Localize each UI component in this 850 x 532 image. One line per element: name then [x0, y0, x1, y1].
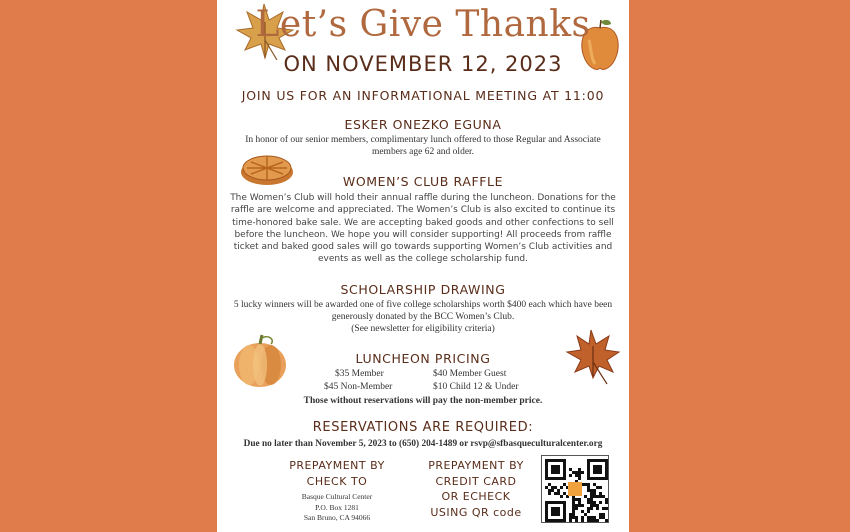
flyer	[217, 0, 629, 532]
address-line: Basque Cultural Center	[301, 492, 373, 501]
esker-line: In honor of our senior members, complimentary lunch offered to those Regular and Associate	[245, 135, 601, 145]
address-line: San Bruno, CA 94066	[303, 513, 371, 522]
price-child: $10 Child 12 & Under	[433, 382, 519, 392]
scholarship-line: 5 lucky winners will be awarded one of five college scholarships worth $400 each which have been	[233, 300, 613, 310]
scholarship-line: (See newsletter for eligibility criteria)	[351, 324, 495, 334]
price-member: $35 Member	[335, 369, 384, 379]
flyer-title: Let’s Give Thanks	[255, 4, 591, 45]
raffle-heading: WOMEN’S CLUB RAFFLE	[342, 174, 504, 189]
price-guest: $40 Member Guest	[433, 369, 507, 379]
prepay-card-line: CREDIT CARD	[435, 474, 517, 488]
qr-code[interactable]	[541, 455, 609, 523]
event-date: ON NOVEMBER 12, 2023	[283, 52, 563, 76]
pricing-heading: LUNCHEON PRICING	[355, 351, 491, 366]
reservations-heading: RESERVATIONS ARE REQUIRED:	[312, 420, 534, 435]
reservations-due: Due no later than November 5, 2023 to (650) 204-1489 or rsvp@sfbasqueculturalcenter.org	[243, 439, 603, 449]
raffle-line: ticket and baked good sales will go towards supporting Women’s Club activities and	[233, 242, 613, 253]
prepay-check-line: PREPAYMENT BY	[289, 459, 385, 472]
scholarship-text	[225, 299, 621, 335]
price-non-member: $45 Non-Member	[324, 382, 393, 392]
scholarship-line: generously donated by the BCC Women’s Club.	[331, 312, 515, 322]
pricing-note: Those without reservations will pay the non-member price.	[303, 396, 543, 406]
qr-code-pattern	[542, 456, 608, 522]
raffle-line: before the luncheon. We hope you will consider supporting! All proceeds from raffle	[234, 229, 612, 240]
prepay-card-line: USING QR code	[430, 505, 522, 519]
address-line: P.O. Box 1281	[315, 502, 359, 512]
meeting-subtitle: JOIN US FOR AN INFORMATIONAL MEETING AT 11:00	[241, 88, 605, 103]
raffle-text	[225, 192, 621, 266]
prepay-card-line: PREPAYMENT BY	[428, 459, 524, 472]
raffle-line: raffle are welcome and appreciated. The Women’s Club is also excited to continue its	[230, 205, 616, 216]
esker-heading: ESKER ONEZKO EGUNA	[344, 117, 502, 132]
raffle-line: time-honored bake sale. We are accepting baked goods and other confections to sell	[232, 217, 614, 228]
prepay-card-line: OR ECHECK	[441, 490, 511, 503]
esker-line: members age 62 and older.	[371, 147, 475, 157]
prepay-card-heading	[413, 458, 539, 520]
mailing-address	[277, 492, 397, 524]
scholarship-heading: SCHOLARSHIP DRAWING	[340, 282, 506, 297]
raffle-line: The Women’s Club will hold their annual raffle during the luncheon. Donations for the	[230, 193, 616, 203]
raffle-line: events as well as the college scholarship fund.	[318, 254, 528, 265]
prepay-check-heading	[277, 458, 397, 489]
prepay-check-line: CHECK TO	[306, 474, 368, 488]
